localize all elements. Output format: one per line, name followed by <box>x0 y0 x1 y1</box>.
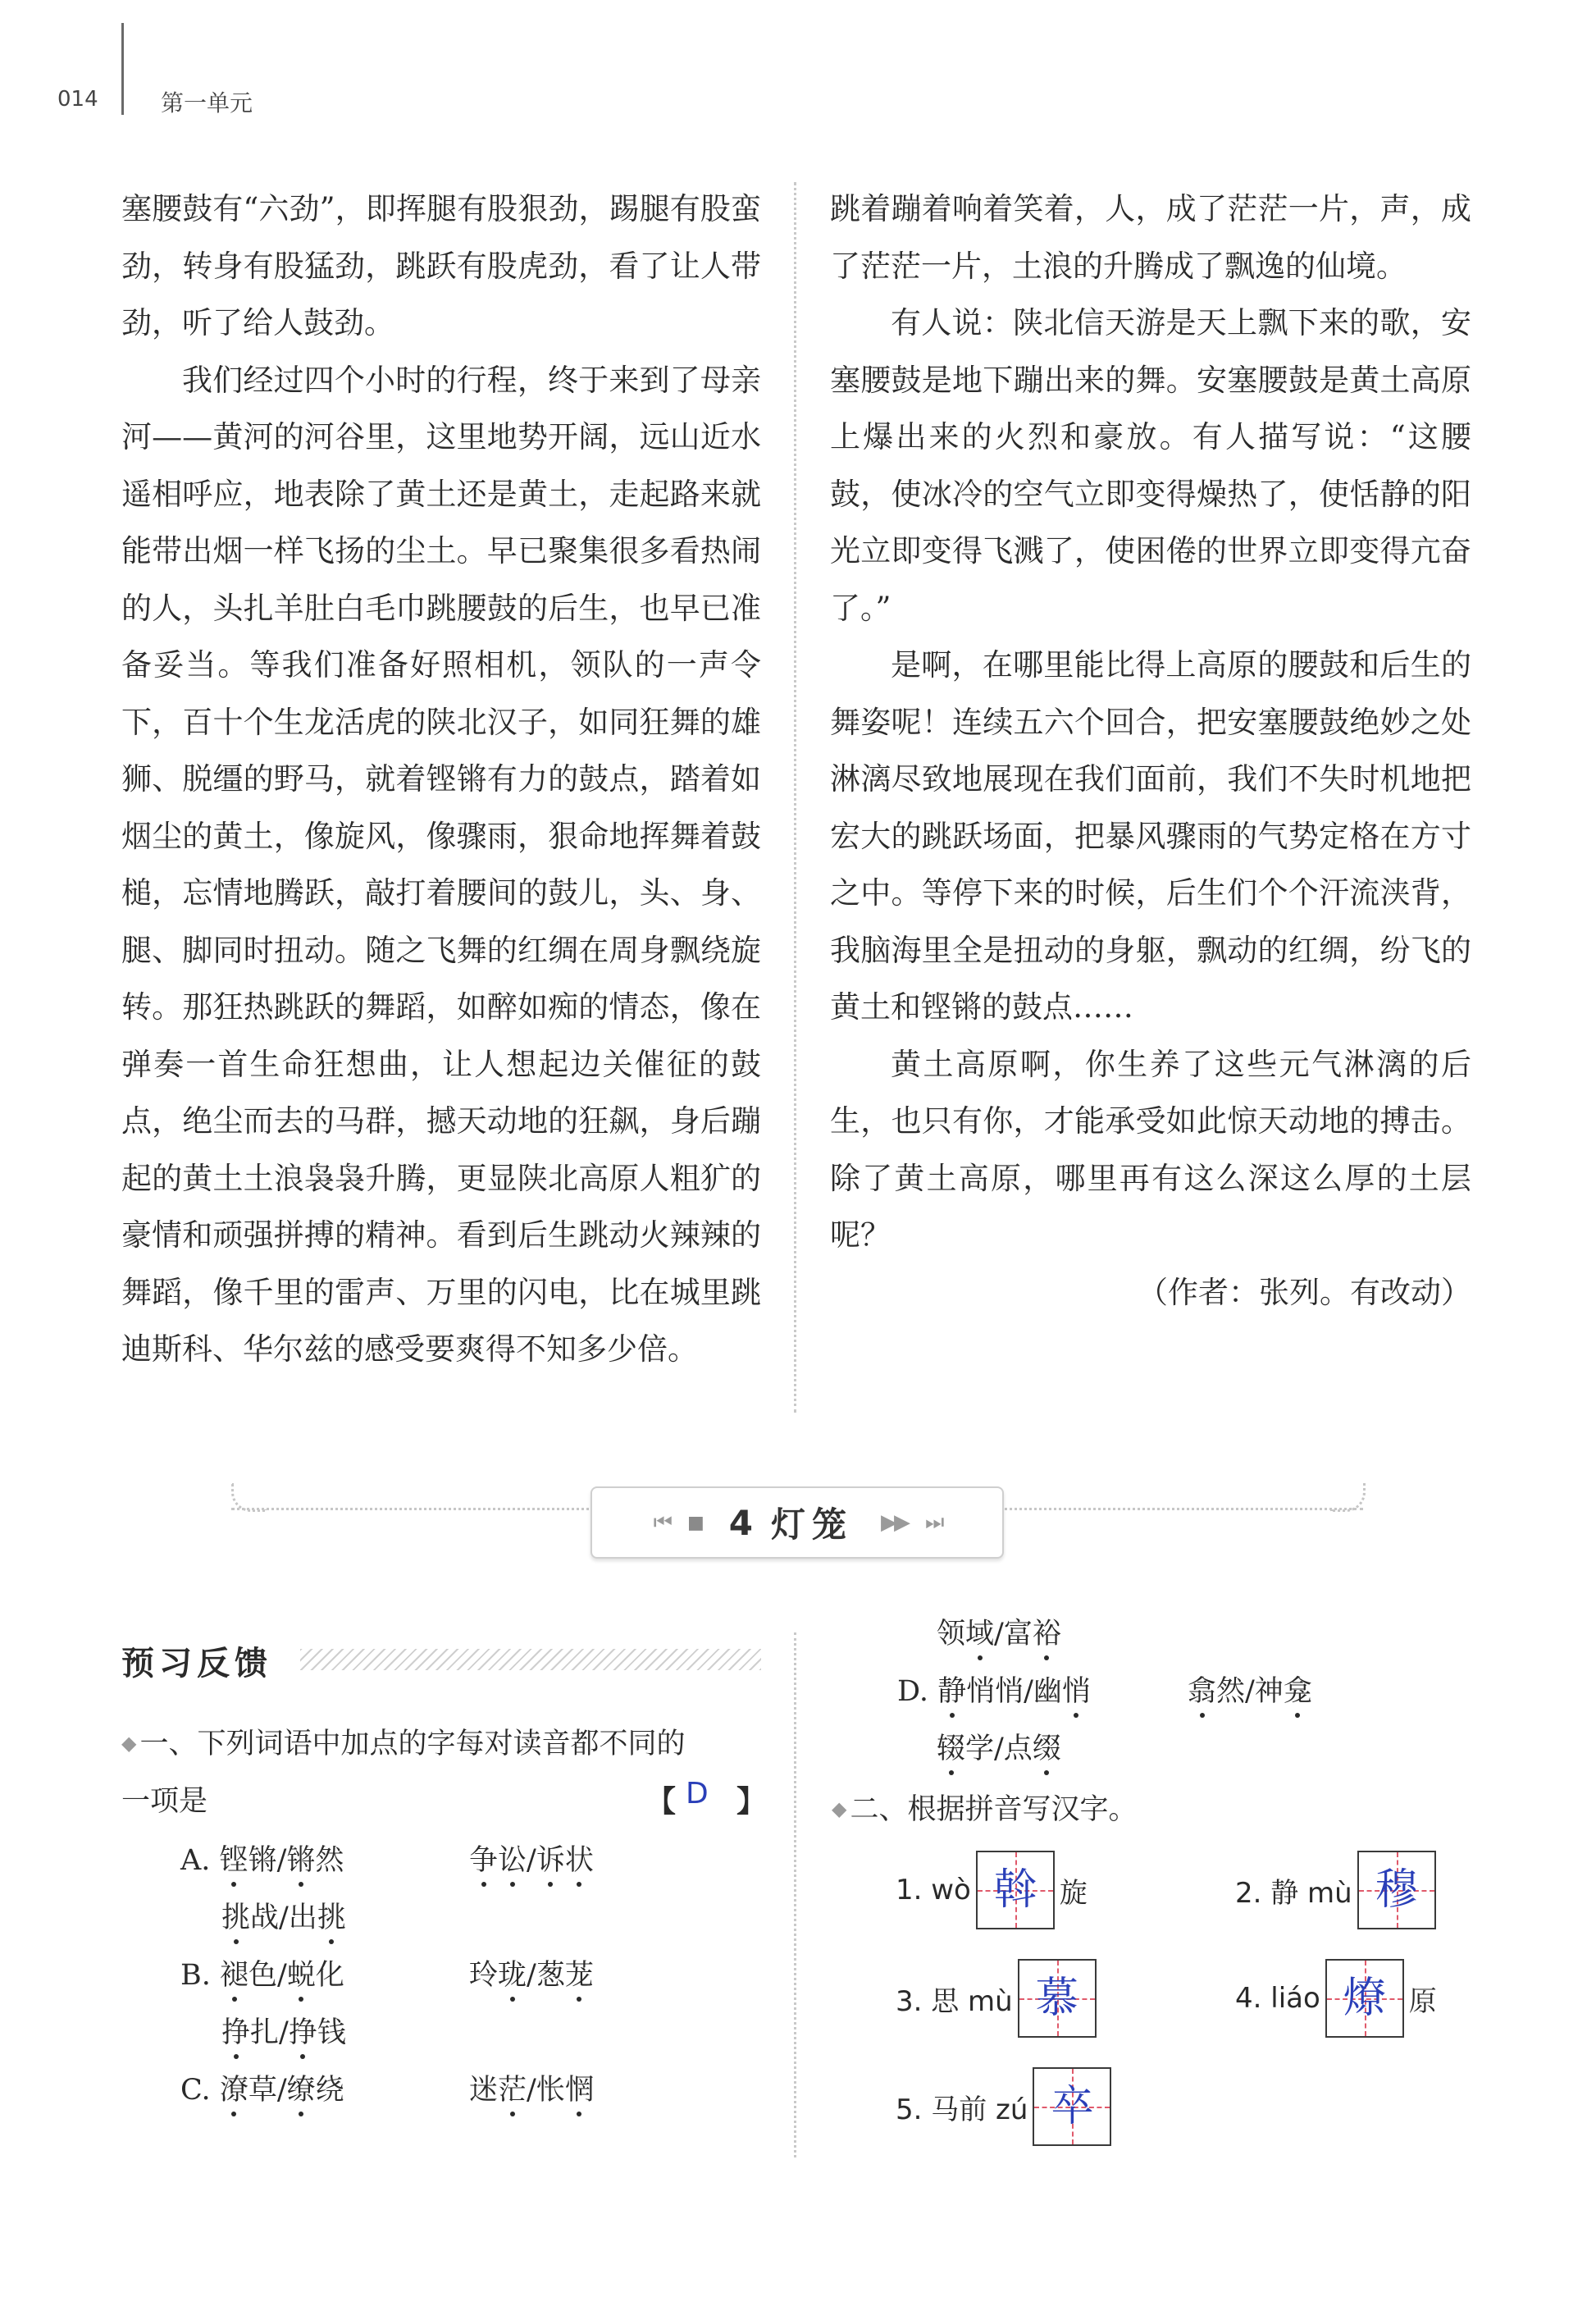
pinyin-prompt: 5. 马前 zú <box>896 2093 1028 2126</box>
option-c-word-3: 领域/富裕 <box>937 1611 1061 1652</box>
question-1-answer: D <box>686 1777 709 1810</box>
option-c-word-2: 迷茫/怅惘 <box>469 2067 594 2108</box>
written-answer: 斡 <box>993 1865 1037 1915</box>
lesson-banner <box>591 1486 1004 1559</box>
article-left-column <box>121 180 761 1378</box>
option-label: D. <box>897 1675 928 1708</box>
option-a-word-2: 争讼/诉状 <box>469 1838 594 1879</box>
question-1-line-1 <box>121 1721 685 1762</box>
pinyin-suffix: 原 <box>1408 1984 1437 2018</box>
section-title: 预习反馈 <box>121 1645 272 1683</box>
article-author: （作者：张列。有改动） <box>1138 1274 1471 1310</box>
written-answer: 燎 <box>1343 1974 1386 2023</box>
option-label: A. <box>180 1844 211 1877</box>
question-1-line-2: 一项是 <box>121 1785 208 1818</box>
option-a-word-1: 铿锵/锵然 <box>220 1844 344 1877</box>
skip-forward-icon: ⏭ <box>925 1509 942 1535</box>
writing-box[interactable] <box>1325 1959 1404 2038</box>
section-title-hatch <box>300 1649 761 1670</box>
pinyin-item-1 <box>896 1851 1088 1929</box>
option-b-word-3: 挣扎/挣钱 <box>221 2010 346 2051</box>
pinyin-prompt: 3. 思 mù <box>896 1984 1013 2018</box>
writing-box[interactable] <box>1033 2067 1111 2146</box>
pinyin-item-2 <box>1235 1851 1441 1929</box>
written-answer: 卒 <box>1051 2082 1094 2131</box>
answer-bracket-right: 】 <box>736 1785 767 1819</box>
lesson-title: 灯笼 <box>771 1504 854 1545</box>
writing-box[interactable] <box>1357 1851 1436 1929</box>
pinyin-suffix: 旋 <box>1059 1876 1088 1910</box>
column-divider-lower <box>794 1632 796 2157</box>
pinyin-prompt: 1. wò <box>896 1874 971 1906</box>
question-2-title <box>832 1787 1137 1828</box>
square-icon: ■ <box>686 1512 705 1533</box>
option-d-word-3: 辍学/点缀 <box>937 1726 1061 1767</box>
article-paragraph: 我们经过四个小时的行程，终于来到了母亲河——黄河的河谷里，这里地势开阔，远山近水遥相呼应，地表除了黄土还是黄土，走起路来就能带出烟一样飞扬的尘土。早已聚集很多看热闹的人，头扎羊肚白毛巾跳腰鼓的后生，也早已准备妥当。等我们准备好照相机，领队的一声令下，百十个生龙活虎的陕北汉子，如同狂舞的雄狮、脱缰的野马，就着铿锵有力的鼓点，踏着如烟尘的黄土，像旋风，像骤雨，狠命地挥舞着鼓槌，忘情地腾跃，敲打着腰间的鼓儿，头、身、腿、脚同时扭动。随之飞舞的红绸在周身飘绕旋转。那狂热跳跃的舞蹈，如醉如痴的情态，像在弹奏一首生命狂想曲，让人想起边关催征的鼓点，绝尘而去的马群，撼天动地的狂飙，身后蹦起的黄土土浪袅袅升腾，更显陕北高原人粗犷的豪情和顽强拼搏的精神。看到后生跳动火辣辣的舞蹈，像千里的雷声、万里的闪电，比在城里跳迪斯科、华尔兹的感受要爽得不知多少倍。 <box>121 362 761 1367</box>
written-answer: 慕 <box>1035 1974 1078 2023</box>
option-label: B. <box>180 1959 211 1992</box>
option-b <box>180 1952 344 1993</box>
option-d <box>897 1669 1091 1710</box>
article-paragraph: 是啊，在哪里能比得上高原的腰鼓和后生的舞姿呢！连续五六个回合，把安塞腰鼓绝妙之处淋漓尽致地展现在我们面前，我们不失时机地把宏大的跳跃场面，把暴风骤雨的气势定格在方寸之中。等停下来的时候，后生们个个汗流浃背，我脑海里全是扭动的身躯，飘动的红绸，纷飞的黄土和铿锵的鼓点…… <box>830 647 1471 1025</box>
option-label: C. <box>180 2074 211 2107</box>
pinyin-prompt: 2. 静 mù <box>1235 1876 1352 1910</box>
option-a <box>180 1838 344 1879</box>
written-answer: 穆 <box>1375 1865 1418 1915</box>
article-paragraph: 塞腰鼓有“六劲”，即挥腿有股狠劲，踢腿有股蛮劲，转身有股猛劲，跳跃有股虎劲，看了让人带劲，听了给人鼓劲。 <box>121 191 761 340</box>
header-divider <box>121 23 124 115</box>
option-a-word-3: 挑战/出挑 <box>221 1895 346 1936</box>
option-b-word-2: 玲珑/葱茏 <box>469 1952 594 1993</box>
option-c <box>180 2067 344 2108</box>
answer-bracket-left: 【 <box>646 1785 677 1819</box>
skip-back-icon: ⏮ <box>653 1509 669 1535</box>
article-paragraph: 黄土高原啊，你生养了这些元气淋漓的后生，也只有你，才能承受如此惊天动地的搏击。除了黄土高原，哪里再有这么深这么厚的土层呢？ <box>830 1046 1471 1253</box>
pinyin-item-4 <box>1235 1959 1437 2038</box>
question-2-text: 二、根据拼音写汉字。 <box>850 1793 1138 1826</box>
article-right-column <box>830 180 1471 1321</box>
article-paragraph: 跳着蹦着响着笑着，人，成了茫茫一片，声，成了茫茫一片，土浪的升腾成了飘逸的仙境。 <box>830 191 1471 284</box>
article-paragraph: 有人说：陕北信天游是天上飘下来的歌，安塞腰鼓是地下蹦出来的舞。安塞腰鼓是黄土高原上爆出来的火烈和豪放。有人描写说：“这腰鼓，使冰冷的空气立即变得燥热了，使恬静的阳光立即变得飞溅了，使困倦的世界立即变得亢奋了。” <box>830 305 1471 626</box>
question-1-text: 一、下列词语中加点的字每对读音都不同的 <box>139 1728 686 1760</box>
diamond-bullet-icon: ◆ <box>832 1797 847 1820</box>
option-d-word-1: 静悄悄/幽悄 <box>937 1675 1091 1708</box>
diamond-bullet-icon: ◆ <box>121 1732 137 1755</box>
writing-box[interactable] <box>976 1851 1055 1929</box>
lesson-number: 4 <box>728 1502 753 1543</box>
writing-box[interactable] <box>1018 1959 1097 2038</box>
unit-title: 第一单元 <box>161 89 253 116</box>
option-c-word-1: 潦草/缭绕 <box>220 2074 344 2107</box>
pinyin-item-5 <box>896 2067 1116 2146</box>
page-number: 014 <box>57 87 98 112</box>
pinyin-prompt: 4. liáo <box>1235 1982 1320 2015</box>
pinyin-item-3 <box>896 1959 1101 2038</box>
fast-forward-icon: ▶▶ <box>881 1510 908 1535</box>
column-divider <box>794 182 796 1413</box>
option-b-word-1: 褪色/蜕化 <box>220 1959 344 1992</box>
option-d-word-2: 翕然/神龛 <box>1188 1669 1312 1710</box>
